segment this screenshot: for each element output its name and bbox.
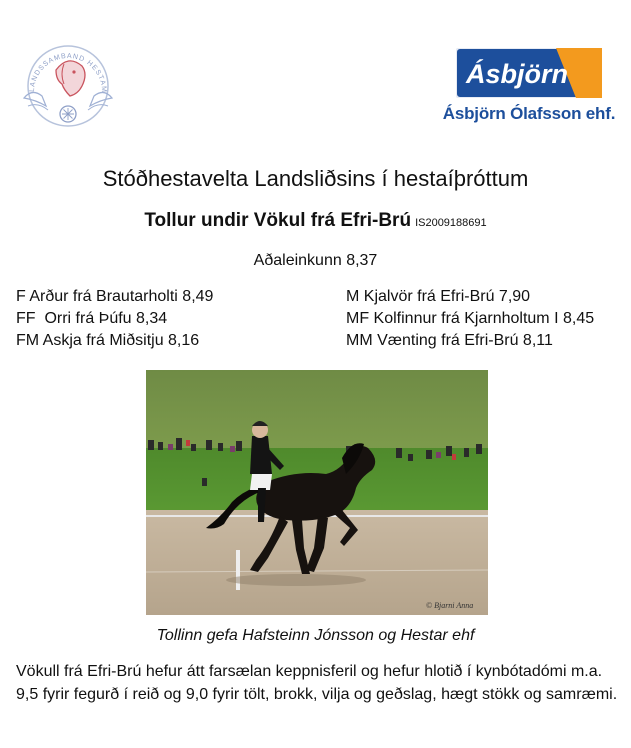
asbjorn-badge (456, 48, 602, 98)
pedigree-line: F Arður frá Brautarholti 8,49 (16, 288, 214, 305)
landssamband-logo (12, 40, 124, 130)
horse-heading (0, 210, 631, 232)
pedigree-line: M Kjalvör frá Efri-Brú 7,90 (346, 288, 531, 305)
pedigree-line: MF Kolfinnur frá Kjarnholtum I 8,45 (346, 310, 595, 327)
photo-caption: Tollinn gefa Hafsteinn Jónsson og Hestar ehf (156, 627, 475, 644)
asbjorn-brand: Ásbjörn (466, 59, 569, 89)
pedigree-line: FM Askja frá Miðsitju 8,16 (16, 332, 200, 349)
photo-signature: © Bjarni Anna (426, 601, 474, 610)
pedigree-line: FF Orri frá Þúfu 8,34 (16, 310, 168, 327)
description-paragraph: Vökull frá Efri-Brú hefur átt farsælan keppnisferil og hefur hlotið í kynbótadómi m.a. 9,5 fyrir fegurð í reið og 9,0 fyrir tölt, brokk, vilja og geðslag, hægt stökk og samræmi. (16, 663, 618, 703)
pedigree-dam-side (346, 286, 594, 352)
horse-name: Tollur undir Vökul frá Efri-Brú (144, 210, 412, 231)
pedigree-sire-side (16, 286, 213, 352)
asbjorn-subtitle: Ásbjörn Ólafsson ehf. (442, 104, 616, 123)
registration-number: IS2009188691 (415, 217, 487, 229)
asbjorn-logo (440, 46, 618, 128)
total-score: Aðaleinkunn 8,37 (253, 252, 378, 269)
horse-photo (146, 370, 488, 615)
pedigree-line: MM Vænting frá Efri-Brú 8,11 (346, 332, 553, 349)
landssamband-text: LANDSSAMBAND HESTAM (28, 52, 108, 94)
page-title: Stóðhestavelta Landsliðsins í hestaíþróttum (102, 166, 529, 191)
